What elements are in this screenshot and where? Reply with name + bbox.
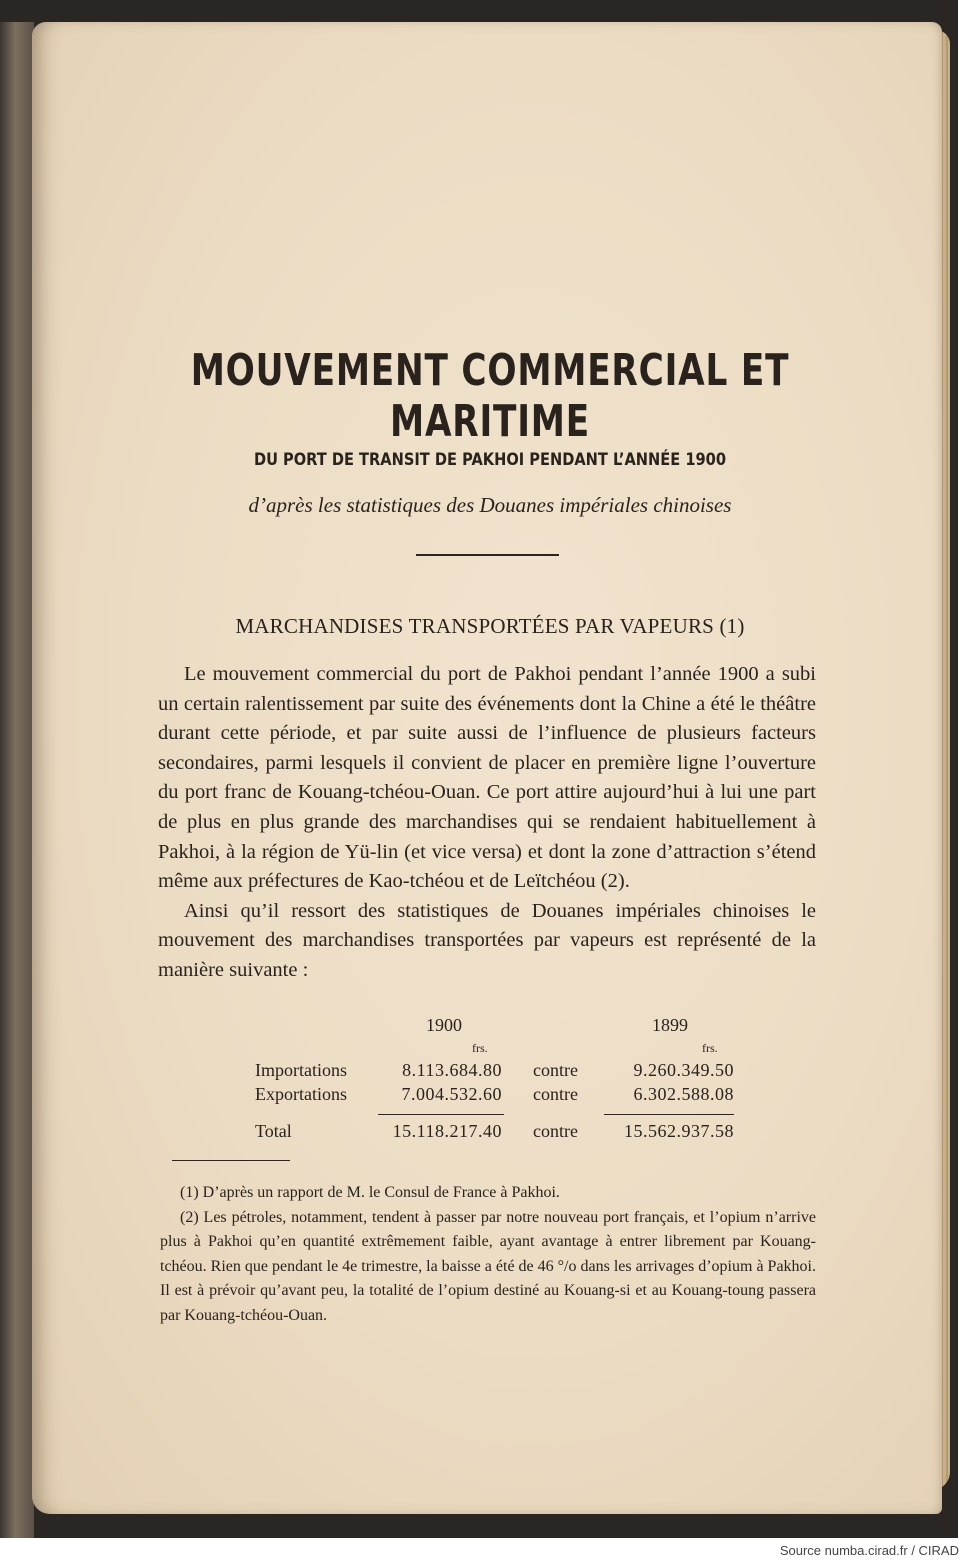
sum-rule-1899 xyxy=(604,1114,734,1115)
title-rule xyxy=(416,554,559,556)
table-row xyxy=(250,1084,750,1108)
table-row xyxy=(250,1060,750,1084)
document-title: MOUVEMENT COMMERCIAL ET MARITIME xyxy=(190,345,790,447)
paragraph: Ainsi qu’il ressort des statistiques de Douanes impériales chinoises le mouvement des marchandises transportées par vapeurs est représenté de la manière suivante : xyxy=(158,899,816,981)
unit-label: frs. xyxy=(702,1041,718,1055)
footnote: (1) D’après un rapport de M. le Consul de France à Pakhoi. xyxy=(180,1184,560,1201)
column-header-1900: 1900 xyxy=(426,1015,462,1035)
footnotes xyxy=(160,1181,816,1329)
total-label: Total xyxy=(255,1121,292,1141)
paragraph: Le mouvement commercial du port de Pakhoi pendant l’année 1900 a subi un certain ralentissement par suite des événements dont la Chine a été le théâtre durant cette période, et par suite aussi de l’influence de plusieurs facteurs secondaires, parmi lesquels il convient de placer en première ligne l’ouverture du port franc de Kouang-tchéou-Ouan. Ce port attire aujourd’hui à lui une part de plus en plus grande des marchandises qui se rendaient habituellement à Pakhoi, à la région de Yü-lin (et vice versa) et dont la zone d’attraction s’étend même aux préfectures de Kao-tchéou et de Leïtchéou (2). xyxy=(158,663,816,893)
value-1900: 7.004.532.60 xyxy=(401,1084,502,1104)
contre-label: contre xyxy=(533,1121,578,1141)
row-label: Importations xyxy=(255,1060,347,1080)
column-header-1899: 1899 xyxy=(652,1015,688,1035)
unit-label: frs. xyxy=(472,1041,488,1055)
left-page-edge xyxy=(0,22,34,1538)
total-1899: 15.562.937.58 xyxy=(624,1121,734,1141)
value-1900: 8.113.684.80 xyxy=(402,1060,502,1080)
source-credit: Source numba.cirad.fr / CIRAD xyxy=(779,1543,959,1558)
sum-rule-1900 xyxy=(378,1114,504,1115)
footnote: (2) Les pétroles, notamment, tendent à passer par notre nouveau port français, et l’opium n’arrive plus à Pakhoi qu’en quantité extrêmement faible, ayant avantage à entrer librement par Kouang-tchéou. Rien que pendant le 4e trimestre, la baisse a été de 46 °/o dans les arrivages d’opium à Pakhoi. Il est à prévoir qu’avant peu, la totalité de l’opium destiné au Kouang-si et au Kouang-toung passera par Kouang-tchéou-Ouan. xyxy=(160,1208,816,1324)
value-1899: 6.302.588.08 xyxy=(633,1084,734,1104)
contre-label: contre xyxy=(533,1084,578,1104)
contre-label: contre xyxy=(533,1060,578,1080)
value-1899: 9.260.349.50 xyxy=(633,1060,734,1080)
section-heading: MARCHANDISES TRANSPORTÉES PAR VAPEURS (1) xyxy=(235,614,745,638)
document-source-line: d’après les statistiques des Douanes impériales chinoises xyxy=(248,493,732,517)
total-row xyxy=(250,1121,750,1145)
total-1900: 15.118.217.40 xyxy=(392,1121,502,1141)
body-text xyxy=(158,660,816,986)
footnote-rule xyxy=(172,1160,290,1161)
table-header-row xyxy=(250,1015,750,1039)
row-label: Exportations xyxy=(255,1084,347,1104)
document-subtitle: DU PORT DE TRANSIT DE PAKHOI PENDANT L’ANNÉE 1900 xyxy=(253,450,727,470)
